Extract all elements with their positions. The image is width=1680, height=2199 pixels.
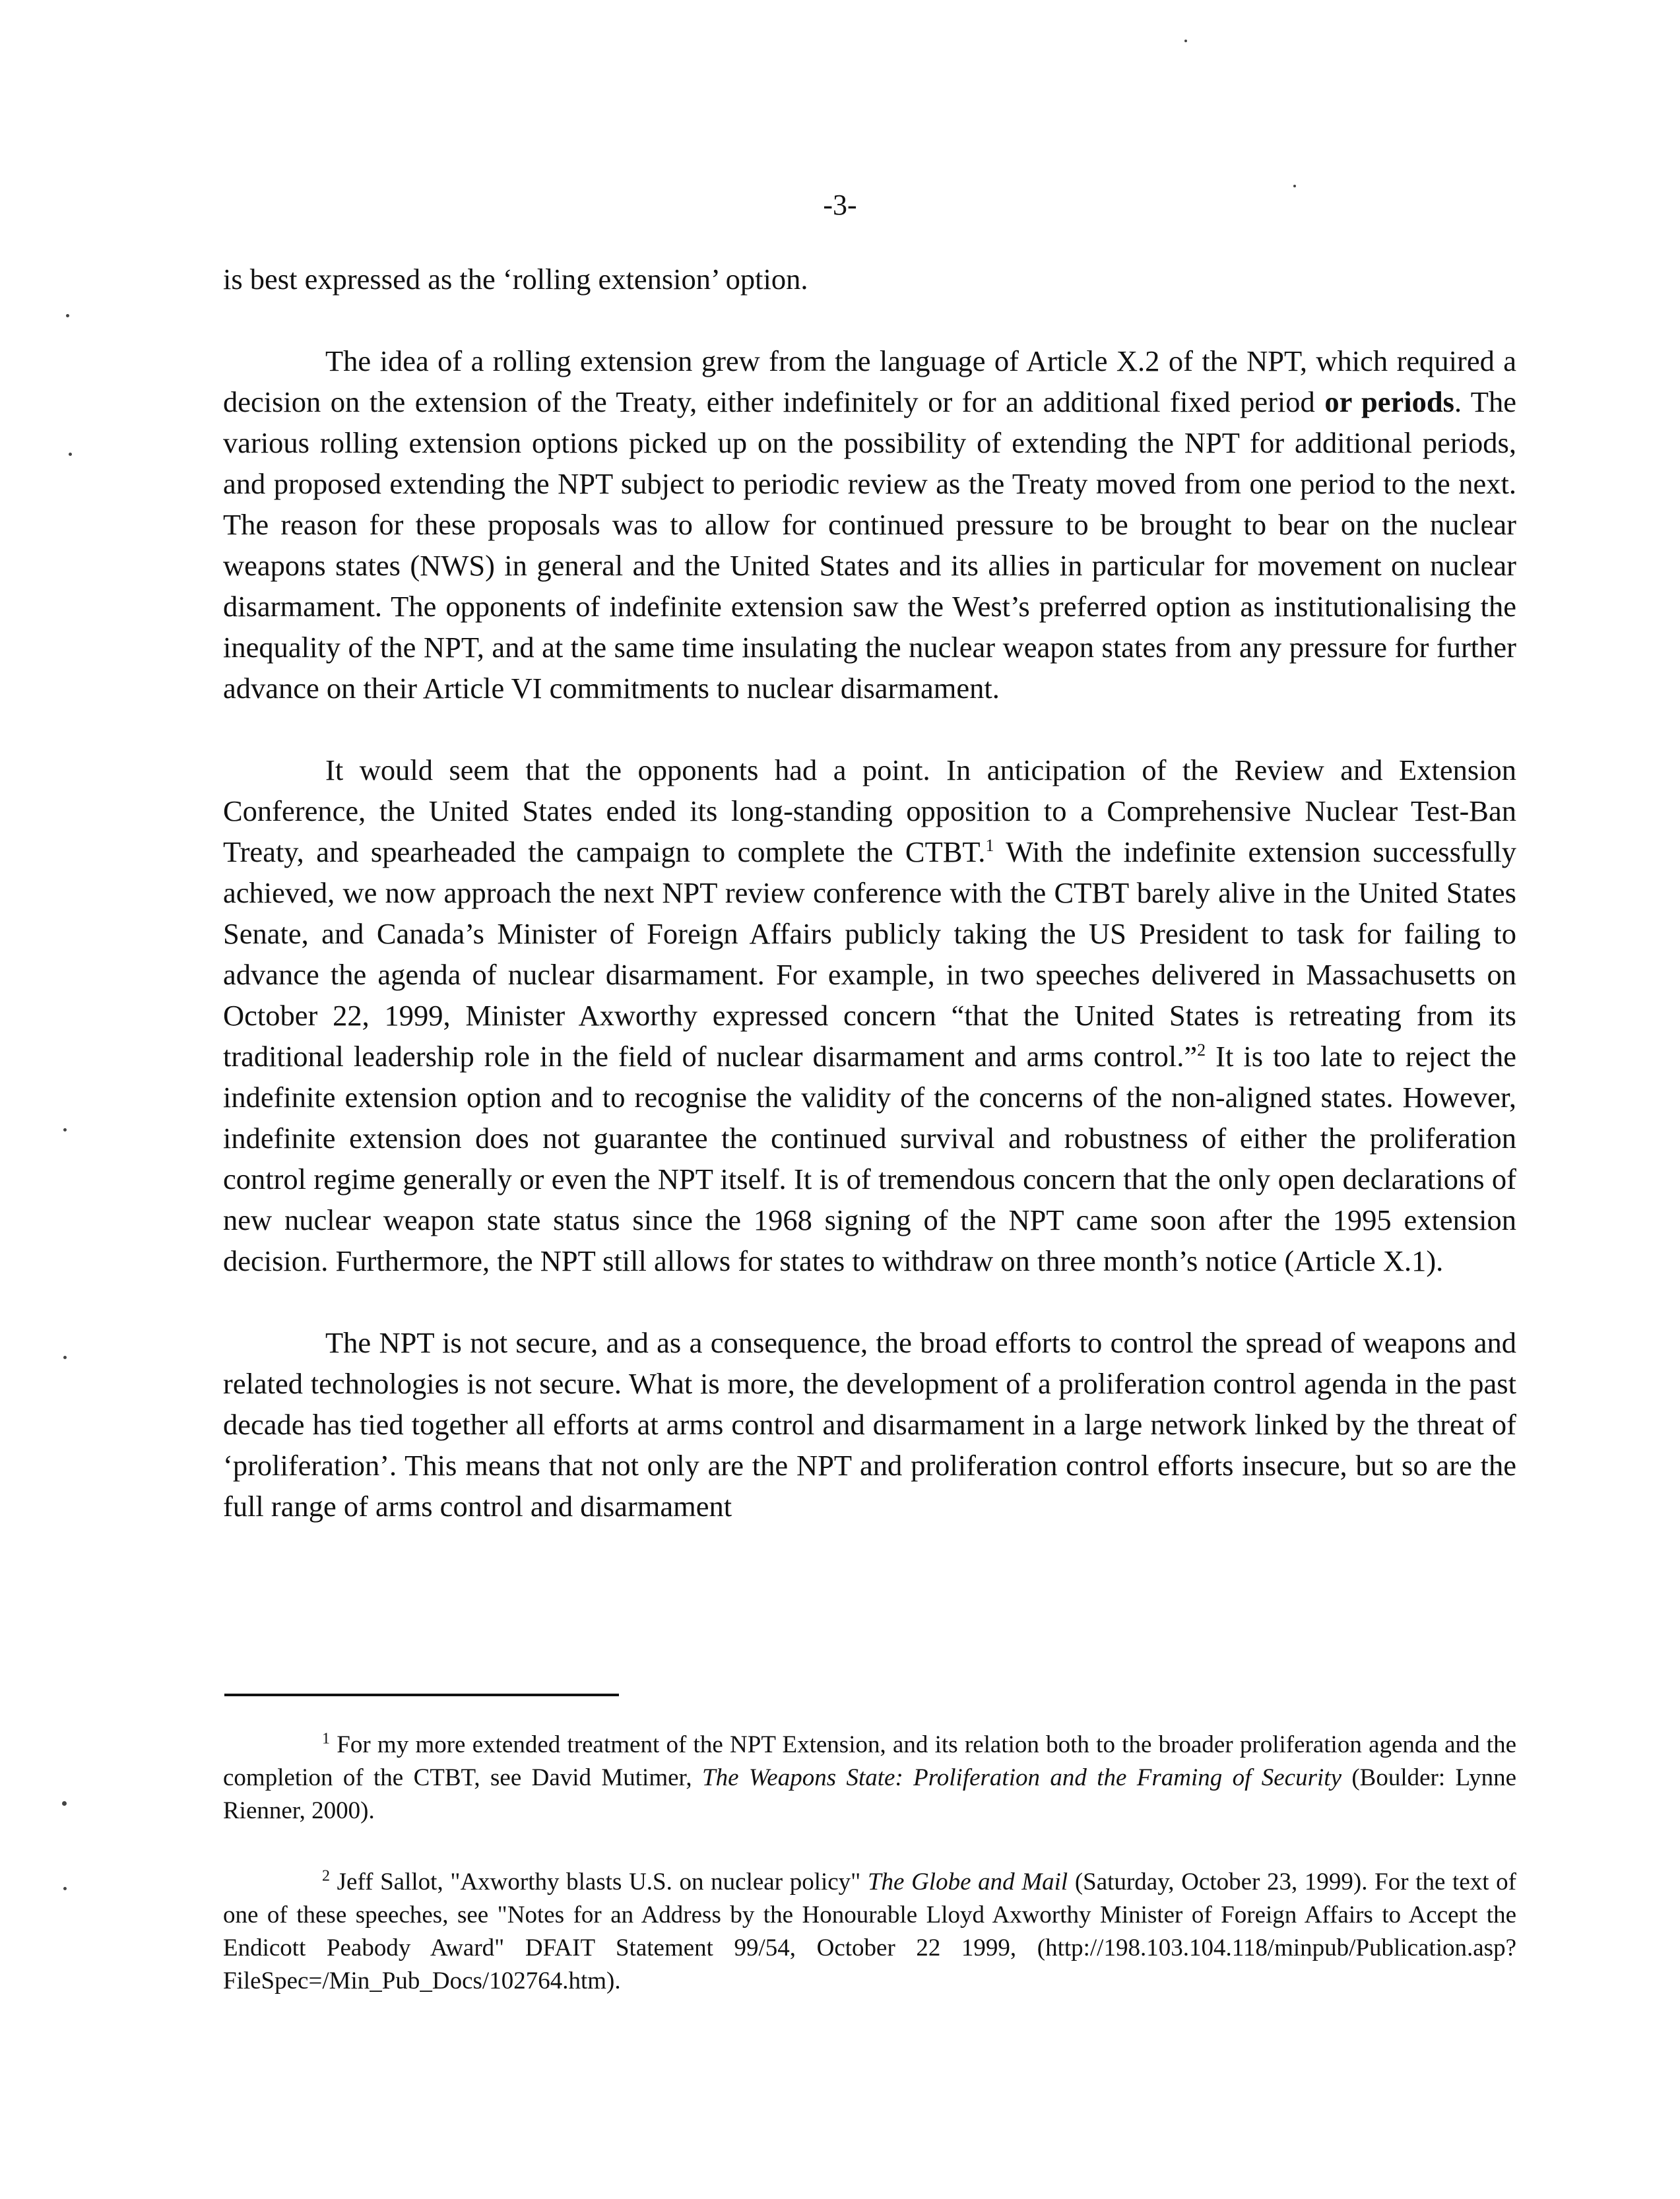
footnote-1-text-b: (Boulder: Lynne Rienner, 2000). bbox=[223, 1764, 1517, 1824]
paragraph-3-text-c: It is too late to reject the indefinite extension option and to recognise the validity of the concerns of the non-aligned states. However, indefinite extension does not guarantee the continued survival and robustness of either the proliferation control regime generally or even the NPT itself. It is of tremendous concern that the only open declarations of new nuclear weapon state status since the 1968 signing of the NPT came soon after the 1995 extension decision. Furthermore, the NPT still allows for states to withdraw on three month’s notice (Article X.1). bbox=[223, 1040, 1516, 1277]
footnotes bbox=[223, 1729, 1516, 2036]
paragraph-3-text-b: With the indefinite extension successfully achieved, we now approach the next NPT review conference with the CTBT barely alive in the United States Senate, and Canada’s Minister of Foreign Affairs publicly taking the US President to task for failing to advance the agenda of nuclear disarmament. For example, in two speeches delivered in Massachusetts on October 22, 1999, Minister Axworthy expressed concern “that the United States is retreating from its traditional leadership role in the field of nuclear disarmament and arms control.” bbox=[223, 835, 1516, 1073]
scan-speck bbox=[69, 453, 72, 456]
paragraph-3 bbox=[223, 749, 1516, 1281]
footnote-2-text-b: (Saturday, October 23, 1999). For the text of one of these speeches, see "Notes for an Address by the Honourable Lloyd Axworthy Minister of Foreign Affairs to Accept the Endicott Peabody Award" DFAIT Statement 99/54, October 22 1999, (http://198.103.104.118/minpub/Publication.asp?FileSpec=/Min_Pub_Docs/102764.htm). bbox=[223, 1868, 1516, 1994]
scan-speck bbox=[1184, 40, 1187, 42]
paragraph-2-text-b: . The various rolling extension options picked up on the possibility of extending the NPT for additional periods, and proposed extending the NPT subject to periodic review as the Treaty moved from one period to the next. The reason for these proposals was to allow for continued pressure to be brought to bear on the nuclear weapons states (NWS) in general and the United States and its allies in particular for movement on nuclear disarmament. The opponents of indefinite extension saw the West’s preferred option as institutionalising the inequality of the NPT, and at the same time insulating the nuclear weapon states from any pressure for further advance on their Article VI commitments to nuclear disarmament. bbox=[223, 385, 1516, 705]
scan-speck bbox=[63, 1128, 67, 1131]
footnote-1-marker: 1 bbox=[322, 1730, 330, 1748]
footnote-ref-1: 1 bbox=[985, 836, 994, 856]
scan-speck bbox=[1293, 185, 1296, 187]
footnote-1-title: The Weapons State: Proliferation and the Framing of Security bbox=[702, 1764, 1341, 1791]
scan-speck bbox=[63, 1887, 67, 1890]
paragraph-2-emphasis: or periods bbox=[1324, 385, 1454, 418]
footnote-2-marker: 2 bbox=[322, 1867, 330, 1885]
paragraph-4: The NPT is not secure, and as a consequence, the broad efforts to control the spread of weapons and related technologies is not secure. What is more, the development of a proliferation control agenda in the past decade has tied together all efforts at arms control and disarmament in a large network linked by the threat of ‘proliferation’. This means that not only are the NPT and proliferation control efforts insecure, but so are the full range of arms control and disarmament bbox=[223, 1326, 1516, 1523]
scan-speck bbox=[63, 1356, 67, 1359]
paragraph-2-text-a: The idea of a rolling extension grew from the language of Article X.2 of the NPT, which required a decision on the extension of the Treaty, either indefinitely or for an additional fixed period bbox=[223, 344, 1516, 418]
footnote-1-text-a: For my more extended treatment of the NPT Extension, and its relation both to the broader proliferation agenda and the completion of the CTBT, see David Mutimer, bbox=[223, 1731, 1516, 1791]
page-number: -3- bbox=[823, 189, 857, 221]
paragraph-2 bbox=[223, 340, 1516, 709]
footnote-ref-2: 2 bbox=[1197, 1040, 1206, 1060]
scan-speck bbox=[62, 1801, 67, 1806]
scan-speck bbox=[66, 314, 69, 317]
footnote-2 bbox=[223, 1866, 1516, 1998]
footnote-2-title: The Globe and Mail bbox=[867, 1868, 1068, 1896]
footnote-2-text-a: Jeff Sallot, "Axworthy blasts U.S. on nuclear policy" bbox=[330, 1868, 868, 1896]
body-text bbox=[223, 259, 1516, 1568]
paragraph-3-text-a: It would seem that the opponents had a point. In anticipation of the Review and Extension Conference, the United States ended its long-standing opposition to a Comprehensive Nuclear Test-Ban Treaty, and spearheaded the campaign to complete the CTBT. bbox=[223, 753, 1516, 868]
footnote-1 bbox=[223, 1729, 1516, 1828]
paragraph-1: is best expressed as the ‘rolling extension’ option. bbox=[223, 263, 808, 296]
footnote-separator bbox=[224, 1694, 619, 1696]
